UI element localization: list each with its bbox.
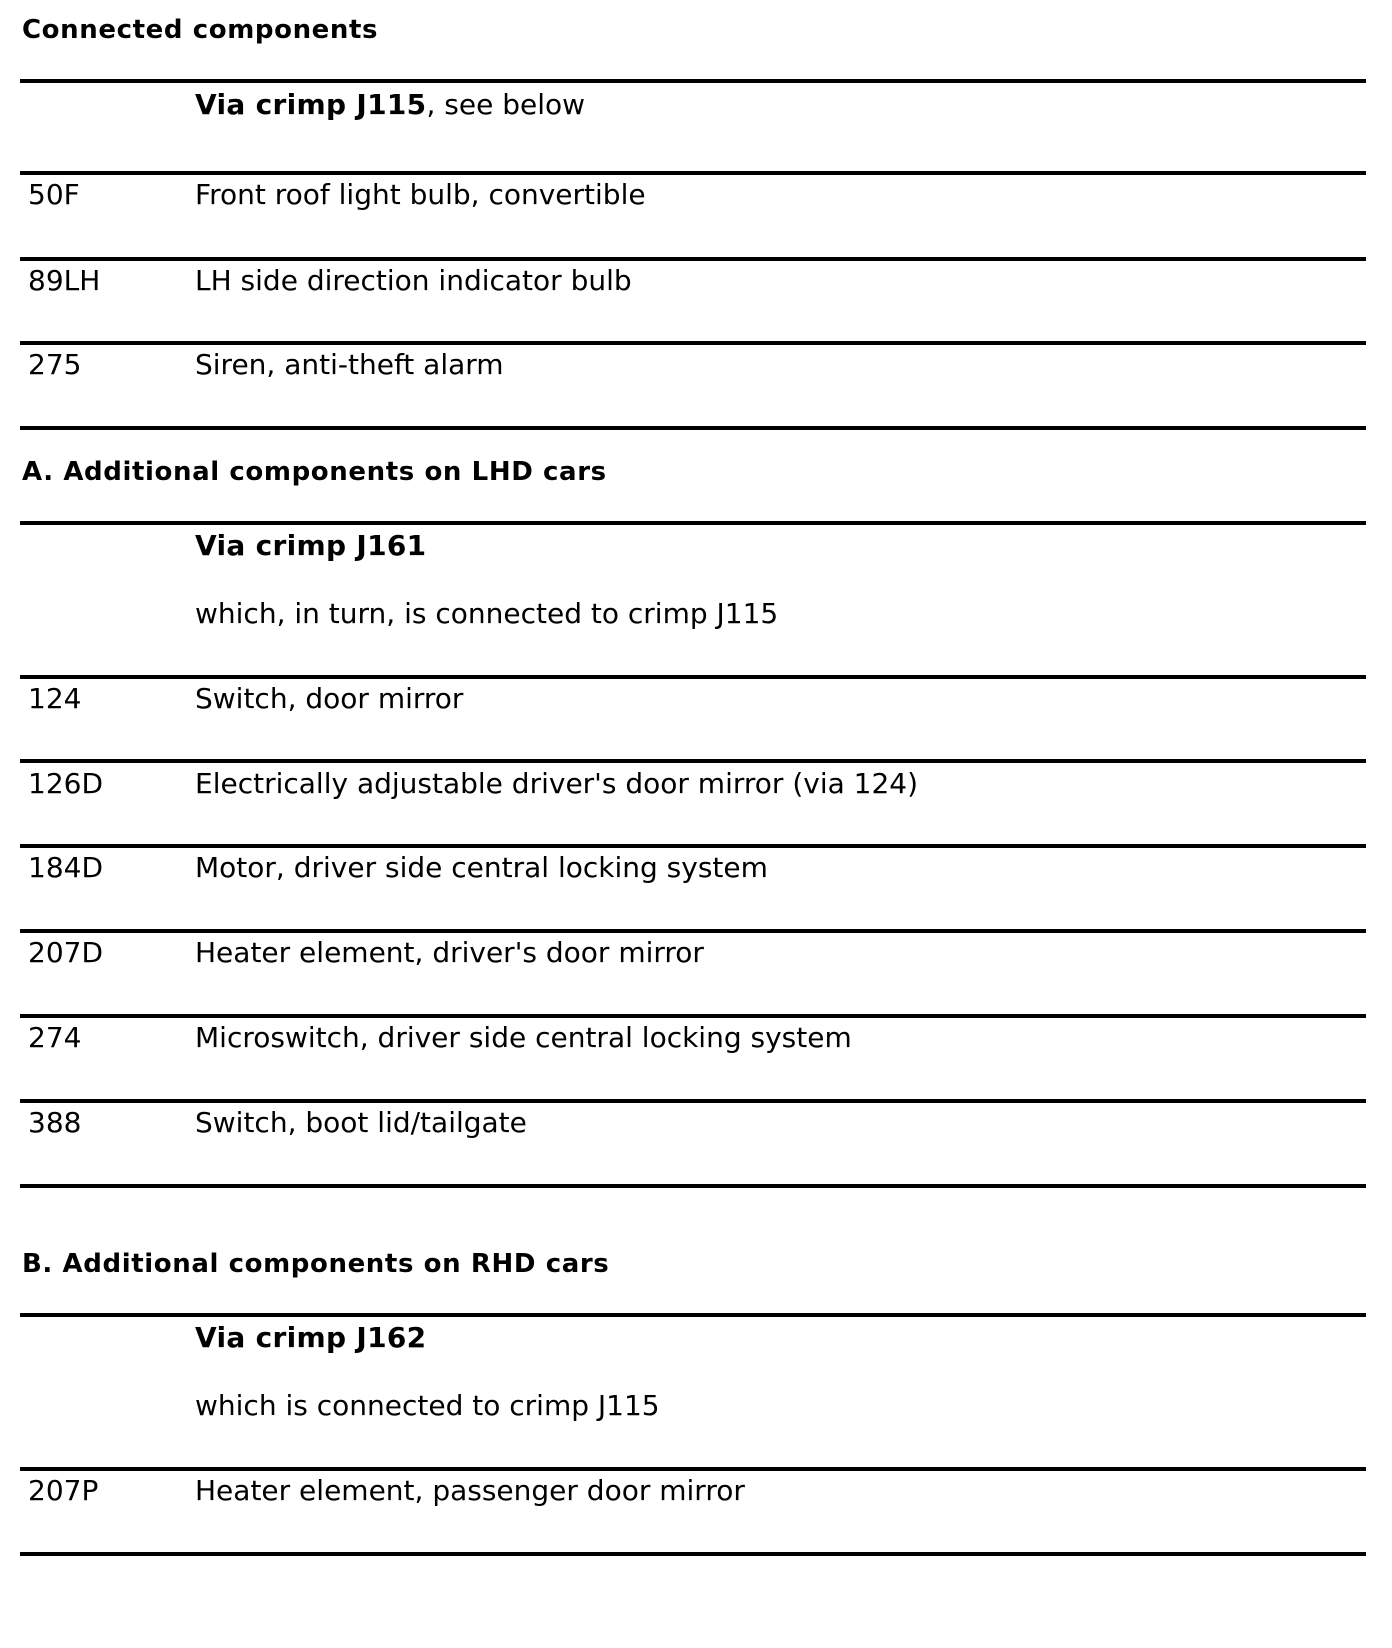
- crimp-label-j162: Via crimp J162: [195, 1321, 427, 1354]
- crimp-suffix-j115: , see below: [426, 88, 586, 121]
- section-heading-rhd: B. Additional components on RHD cars: [22, 1249, 610, 1279]
- component-description: Electrically adjustable driver's door mirror (via 124): [195, 767, 919, 800]
- component-description: Siren, anti-theft alarm: [195, 348, 504, 381]
- component-description: Motor, driver side central locking system: [195, 851, 768, 884]
- table-rule: [20, 929, 1366, 933]
- section-heading-lhd: A. Additional components on LHD cars: [22, 457, 607, 487]
- table-rule: [20, 1313, 1366, 1317]
- crimp-note-j161: which, in turn, is connected to crimp J115: [195, 597, 779, 630]
- crimp-label-j115: Via crimp J115: [195, 88, 427, 121]
- section-heading-connected-components: Connected components: [22, 15, 379, 45]
- component-description: Switch, door mirror: [195, 682, 464, 715]
- table-rule: [20, 341, 1366, 345]
- table-rule: [20, 759, 1366, 763]
- table-rule: [20, 1099, 1366, 1103]
- table-rule: [20, 1467, 1366, 1471]
- crimp-label-j161: Via crimp J161: [195, 529, 427, 562]
- component-code: 126D: [28, 767, 104, 800]
- table-rule: [20, 1184, 1366, 1188]
- crimp-line-j115: [195, 88, 585, 122]
- table-rule: [20, 171, 1366, 175]
- component-code: 388: [28, 1106, 82, 1139]
- component-description: Heater element, passenger door mirror: [195, 1474, 745, 1507]
- table-rule: [20, 257, 1366, 261]
- component-code: 124: [28, 682, 82, 715]
- table-rule: [20, 79, 1366, 83]
- component-description: Front roof light bulb, convertible: [195, 178, 646, 211]
- table-rule: [20, 844, 1366, 848]
- table-rule: [20, 675, 1366, 679]
- component-code: 184D: [28, 851, 104, 884]
- component-code: 207D: [28, 936, 104, 969]
- component-code: 50F: [28, 178, 80, 211]
- table-rule: [20, 1552, 1366, 1556]
- table-rule: [20, 1014, 1366, 1018]
- component-code: 275: [28, 348, 82, 381]
- component-code: 89LH: [28, 264, 101, 297]
- component-code: 207P: [28, 1474, 99, 1507]
- component-description: Microswitch, driver side central locking system: [195, 1021, 852, 1054]
- component-description: Switch, boot lid/tailgate: [195, 1106, 527, 1139]
- crimp-note-j162: which is connected to crimp J115: [195, 1389, 660, 1422]
- table-rule: [20, 426, 1366, 430]
- component-code: 274: [28, 1021, 82, 1054]
- component-description: Heater element, driver's door mirror: [195, 936, 704, 969]
- component-description: LH side direction indicator bulb: [195, 264, 632, 297]
- table-rule: [20, 521, 1366, 525]
